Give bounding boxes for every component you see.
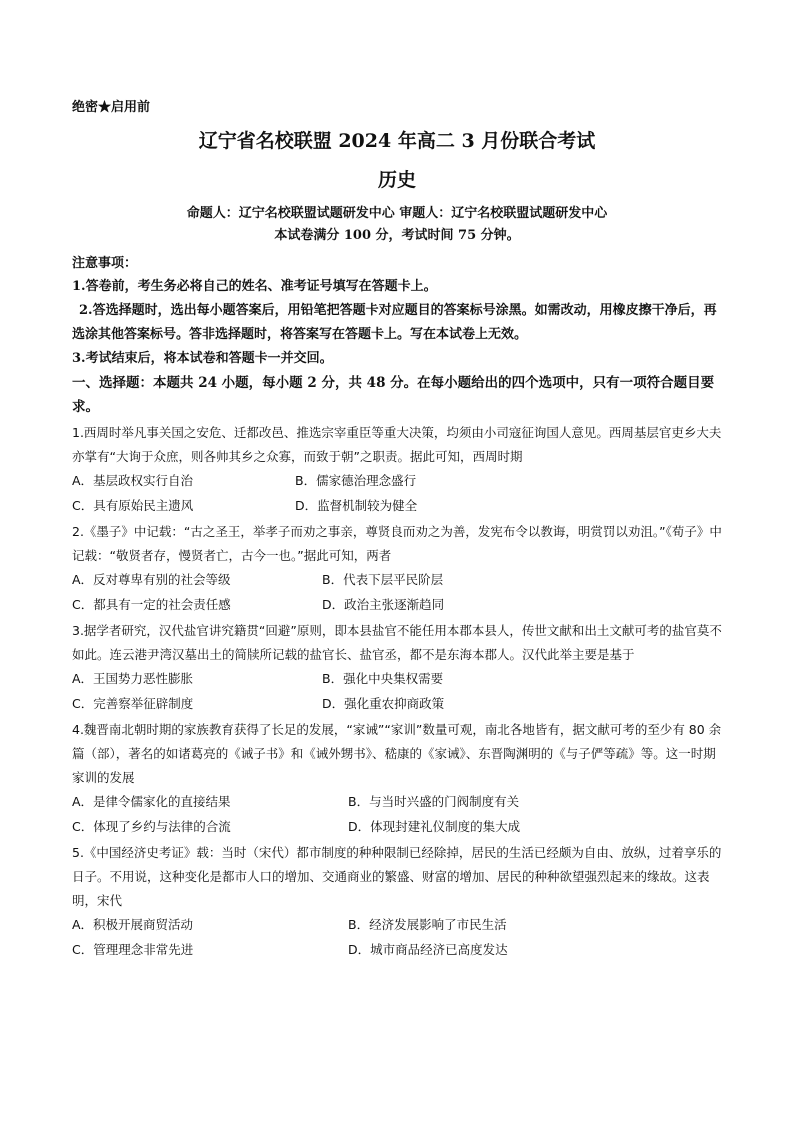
question-5-stem: 5.《中国经济史考证》载：当时（宋代）都市制度的种种限制已经除掉，居民的生活已经颇为自由、放纵，过着享乐的日子。不用说，这种变化是都市人口的增加、交通商业的繁盛、财富的增加、居民的种种欲望强烈起来的缘故。这表明，宋代: [72, 845, 722, 908]
question-4-stem: 4.魏晋南北朝时期的家族教育获得了长足的发展，“家诫”“家训”数量可观，南北各地皆有，据文献可考的至少有 80 余篇（部），著名的如诸葛亮的《诫子书》和《诫外甥书》、嵇康的《家诫》、东晋陶渊明的《与子俨等疏》等。这一时期家训的发展: [72, 722, 722, 785]
option-b: B．强化中央集权需要: [322, 671, 444, 686]
option-c: C．体现了乡约与法律的合流: [72, 818, 231, 834]
option-a: A．王国势力恶性膨胀: [72, 671, 194, 686]
option-d: D．体现封建礼仪制度的集大成: [348, 818, 521, 834]
question-1-stem: 1.西周时举凡事关国之安危、迁都改邑、推选宗宰重臣等重大决策，均须由小司寇征询国人意见。西周基层官吏乡大夫亦掌有“大询于众庶，则各帅其乡之众寡，而致于朝”之职责。据此可知，西周时期: [72, 425, 722, 464]
option-a: A．反对尊卑有别的社会等级: [72, 572, 231, 587]
secret-label: 绝密★启用前: [72, 100, 151, 115]
notice-item-3: 3.考试结束后，将本试卷和答题卡一并交回。: [72, 351, 333, 366]
option-c: C．具有原始民主遗风: [72, 497, 194, 513]
option-d: D．监督机制较为健全: [295, 497, 418, 513]
option-d: D．政治主张逐渐趋同: [322, 596, 445, 612]
exam-page: [72, 96, 722, 962]
question-2-stem: 2.《墨子》中记载：“古之圣王，举孝子而劝之事亲，尊贤良而劝之为善，发宪布令以教诲，明赏罚以劝沮。”《荀子》中记载：“敬贤者存，慢贤者亡，古今一也。”据此可知，两者: [72, 524, 722, 563]
question-3-options: [72, 667, 722, 716]
exam-authors: 命题人：辽宁名校联盟试题研发中心 审题人：辽宁名校联盟试题研发中心: [186, 206, 608, 221]
notice-item-1: 1.答卷前，考生务必将自己的姓名、准考证号填写在答题卡上。: [72, 279, 437, 294]
section-heading: 一、选择题：本题共 24 小题，每小题 2 分，共 48 分。在每小题给出的四个选项中，只有一项符合题目要求。: [72, 375, 715, 415]
exam-subject: 历史: [377, 169, 416, 191]
notice-item-2: 2.答选择题时，选出每小题答案后，用铅笔把答题卡对应题目的答案标号涂黑。如需改动，用橡皮擦干净后，再选涂其他答案标号。答非选择题时，将答案写在答题卡上。写在本试卷上无效。: [72, 303, 717, 342]
option-b: B．与当时兴盛的门阀制度有关: [348, 794, 520, 809]
option-c: C．管理理念非常先进: [72, 941, 194, 957]
option-b: B．代表下层平民阶层: [322, 572, 444, 587]
option-b: B．儒家德治理念盛行: [295, 473, 417, 488]
option-c: C．完善察举征辟制度: [72, 695, 194, 711]
question-4-options: [72, 790, 722, 839]
option-c: C．都具有一定的社会责任感: [72, 596, 231, 612]
question-2-options: [72, 568, 722, 617]
question-1-options: [72, 469, 722, 518]
notice-heading: 注意事项：: [72, 256, 138, 271]
question-3-stem: 3.据学者研究，汉代盐官讲究籍贯“回避”原则，即本县盐官不能任用本郡本县人，传世文献和出土文献可考的盐官莫不如此。连云港尹湾汉墓出土的简牍所记载的盐官长、盐官丞，都不是东海本郡人。汉代此举主要是基于: [72, 623, 722, 662]
option-b: B．经济发展影响了市民生活: [348, 917, 507, 932]
exam-score-time: 本试卷满分 100 分，考试时间 75 分钟。: [274, 228, 520, 243]
exam-title: 辽宁省名校联盟 2024 年高二 3 月份联合考试: [198, 130, 596, 152]
option-a: A．是律令儒家化的直接结果: [72, 794, 231, 809]
option-d: D．强化重农抑商政策: [322, 695, 445, 711]
question-5-options: [72, 913, 722, 962]
option-a: A．积极开展商贸活动: [72, 917, 194, 932]
option-a: A．基层政权实行自治: [72, 473, 194, 488]
option-d: D．城市商品经济已高度发达: [348, 941, 508, 957]
